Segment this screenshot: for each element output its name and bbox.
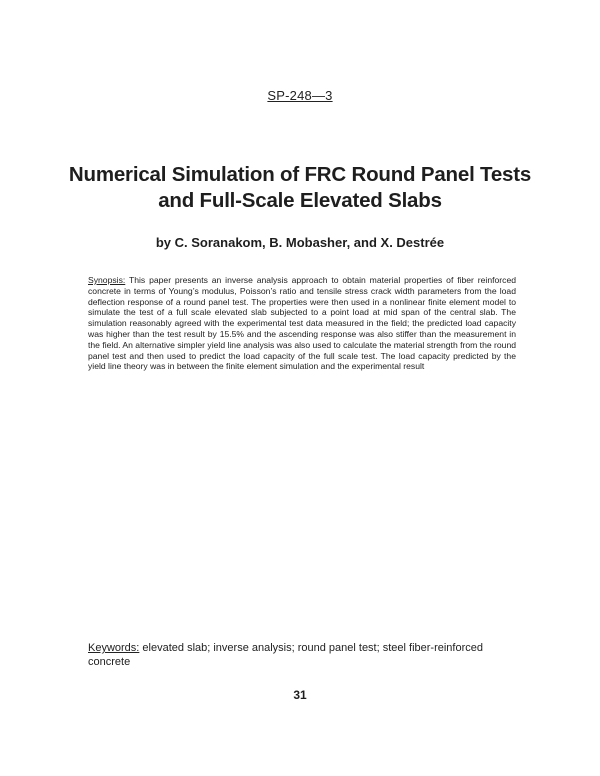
keywords-block: [88, 641, 518, 669]
page-number: 31: [293, 688, 307, 702]
keywords-label: Keywords:: [88, 642, 140, 654]
paper-title: [60, 162, 540, 214]
paper-title-line-1: Numerical Simulation of FRC Round Panel Tests: [68, 163, 532, 186]
author-list: by C. Soranakom, B. Mobasher, and X. Destrée: [155, 235, 445, 250]
paper-id: SP-248—3: [267, 88, 333, 103]
synopsis-block: [88, 275, 516, 372]
synopsis-text: This paper presents an inverse analysis approach to obtain material properties of fiber reinforced concrete in terms of Young’s modulus, Poisson’s ratio and tensile stress crack width parameters from the load deflection response of a round panel test. The properties were then used in a nonlinear finite element model to simulate the test of a full scale elevated slab subjected to a point load at mid span of the central slab. The simulation reasonably agreed with the experimental test data measured in the field; the predicted load capacity was higher than the test result by 15.5% and the ascending response was also stiffer than the measurement in the field. An alternative simpler yield line analysis was also used to calculate the material strength from the round panel test and then used to predict the load capacity of the full scale test. The load capacity predicted by the yield line theory was in between the finite element simulation and the experimental result: [88, 275, 517, 372]
paper-title-line-2: and Full-Scale Elevated Slabs: [158, 189, 442, 212]
synopsis-label: Synopsis:: [88, 275, 126, 285]
keywords-text: elevated slab; inverse analysis; round panel test; steel fiber-reinforced concrete: [88, 642, 483, 668]
